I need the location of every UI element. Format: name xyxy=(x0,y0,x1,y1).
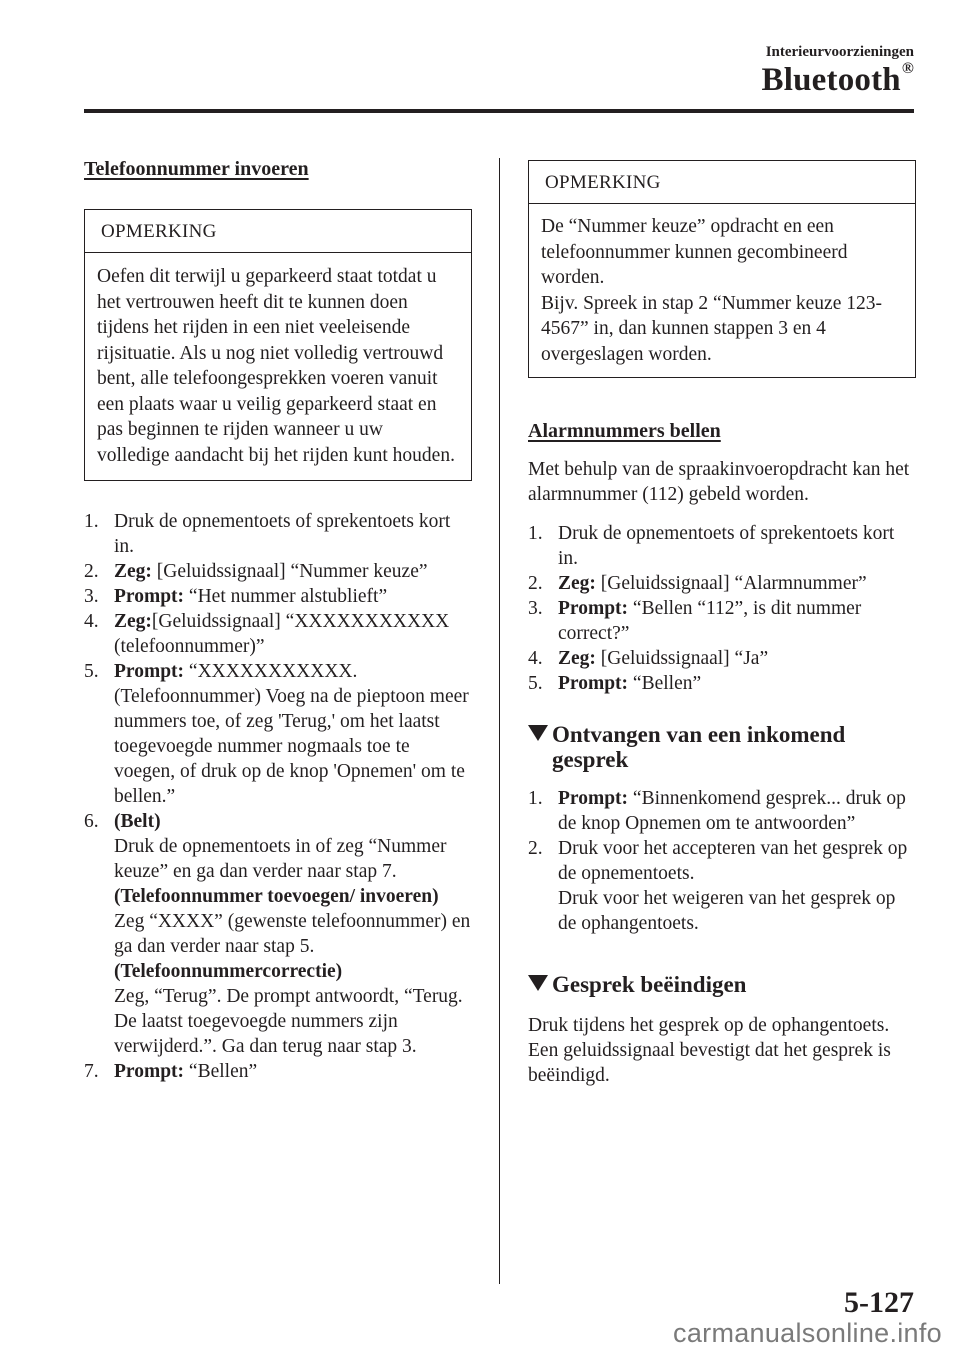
triangle-down-icon xyxy=(528,725,548,741)
list-item xyxy=(528,596,916,646)
step-keyword: Prompt: xyxy=(558,788,629,809)
page-number: 5-127 xyxy=(844,1286,914,1319)
step-number: 6. xyxy=(84,811,99,832)
step-keyword: Prompt: xyxy=(558,673,629,694)
list-item xyxy=(528,671,916,696)
note-text-line: Bijv. Spreek in stap 2 “Nummer keuze 123-4567” in, dan kunnen stappen 3 en 4 overgeslagen worden. xyxy=(541,292,882,365)
step-number: 2. xyxy=(84,561,99,582)
step-subtitle: (Telefoonnummercorrectie) xyxy=(114,961,343,982)
column-divider xyxy=(499,158,500,1284)
list-item xyxy=(528,836,916,936)
step-keyword: Zeg: xyxy=(114,561,152,582)
section-title-phone-entry: Telefoonnummer invoeren xyxy=(84,158,309,180)
step-subtitle: (Belt) xyxy=(114,811,161,832)
list-item xyxy=(528,571,916,596)
section-label: Interieurvoorzieningen xyxy=(765,44,914,60)
step-number: 1. xyxy=(84,511,99,532)
step-text: [Geluidssignaal] “Alarmnummer” xyxy=(595,573,867,594)
step-number: 3. xyxy=(84,586,99,607)
step-text: “Het nummer alstublieft” xyxy=(184,586,388,607)
step-number: 1. xyxy=(528,523,543,544)
page-title-text: Bluetooth xyxy=(761,62,901,98)
registered-mark: ® xyxy=(901,60,914,77)
heading-text: Ontvangen van een inkomend gesprek xyxy=(552,722,846,772)
step-number: 5. xyxy=(528,673,543,694)
step-text: Druk de opnementoets in of zeg “Nummer keuze” en ga dan verder naar stap 7. xyxy=(114,836,447,882)
header-rule xyxy=(84,109,914,113)
step-text: Zeg “XXXX” (gewenste telefoonnummer) en ga dan verder naar stap 5. xyxy=(114,911,471,957)
phone-entry-steps xyxy=(84,509,472,1084)
step-number: 7. xyxy=(84,1061,99,1082)
page-title xyxy=(762,62,914,99)
list-item xyxy=(84,809,472,1059)
step-keyword: Prompt: xyxy=(114,1061,185,1082)
step-text: Druk de opnementoets of sprekentoets kort in. xyxy=(558,523,895,569)
step-number: 4. xyxy=(84,611,99,632)
step-number: 2. xyxy=(528,573,543,594)
step-number: 2. xyxy=(528,838,543,859)
section-title-emergency: Alarmnummers bellen xyxy=(528,420,721,442)
note-box xyxy=(528,160,916,378)
step-keyword: Zeg: xyxy=(558,648,596,669)
list-item xyxy=(84,509,472,559)
step-text: [Geluidssignaal] “Nummer keuze” xyxy=(151,561,428,582)
step-keyword: Prompt: xyxy=(558,598,629,619)
step-text: Druk voor het weigeren van het gesprek op de ophangentoets. xyxy=(558,888,896,934)
step-text: Druk de opnementoets of sprekentoets kort in. xyxy=(114,511,451,557)
list-item xyxy=(84,659,472,809)
emergency-intro: Met behulp van de spraakinvoeropdracht kan het alarmnummer (112) gebeld worden. xyxy=(528,459,910,505)
step-text: “Bellen” xyxy=(184,1061,258,1082)
step-number: 3. xyxy=(528,598,543,619)
step-keyword: Zeg: xyxy=(114,611,152,632)
step-number: 5. xyxy=(84,661,99,682)
note-text: Oefen dit terwijl u geparkeerd staat totdat u het vertrouwen heeft dit te kunnen doen tijdens het rijden in een niet veeleisende rijsituatie. Als u nog niet volledig vertrouwd bent, alle telefoongesprekken voeren vanuit een plaats waar u veilig geparkeerd staat en pas beginnen te rijden wanneer u uw volledige aandacht bij het rijden kunt houden. xyxy=(97,266,455,466)
step-keyword: Prompt: xyxy=(114,661,185,682)
watermark: carmanualsonline.info xyxy=(673,1318,942,1348)
note-box xyxy=(84,209,472,481)
note-label: OPMERKING xyxy=(85,210,471,253)
list-item xyxy=(84,584,472,609)
list-item xyxy=(528,521,916,571)
step-keyword: Zeg: xyxy=(558,573,596,594)
heading-text: Gesprek beëindigen xyxy=(552,972,747,997)
list-item xyxy=(84,559,472,584)
note-label: OPMERKING xyxy=(529,161,915,204)
step-number: 4. xyxy=(528,648,543,669)
note-text-line: De “Nummer keuze” opdracht en een telefoonnummer kunnen gecombineerd worden. xyxy=(541,216,848,288)
step-text: “Binnenkomend gesprek... druk op de knop Opnemen om te antwoorden” xyxy=(558,788,906,834)
step-text: “XXXXXXXXXXX. (Telefoonnummer) Voeg na de pieptoon meer nummers toe, of zeg 'Terug,' om het laatst toegevoegde nummer nogmaals toe te voegen, of druk op de knop 'Opnemen' om te bellen.” xyxy=(114,661,469,807)
step-text: “Bellen” xyxy=(628,673,702,694)
triangle-down-icon xyxy=(528,975,548,991)
section-title-incoming-call xyxy=(528,722,916,772)
step-subtitle: (Telefoonnummer toevoegen/ invoeren) xyxy=(114,886,439,907)
list-item xyxy=(528,786,916,836)
step-text: Druk voor het accepteren van het gesprek op de opnementoets. xyxy=(558,838,908,884)
step-text: [Geluidssignaal] “XXXXXXXXXXX (telefoonnummer)” xyxy=(114,611,450,657)
note-text xyxy=(529,204,915,377)
incoming-call-steps xyxy=(528,786,916,936)
step-text: [Geluidssignaal] “Ja” xyxy=(595,648,769,669)
list-item xyxy=(84,609,472,659)
right-column xyxy=(528,160,916,1088)
list-item xyxy=(528,646,916,671)
left-column xyxy=(84,158,472,1084)
end-call-text: Druk tijdens het gesprek op de ophangentoets. Een geluidssignaal bevestigt dat het gesprek is beëindigd. xyxy=(528,1015,891,1086)
step-keyword: Prompt: xyxy=(114,586,185,607)
section-title-end-call xyxy=(528,972,916,997)
step-number: 1. xyxy=(528,788,543,809)
emergency-steps xyxy=(528,521,916,696)
step-text: “Bellen “112”, is dit nummer correct?” xyxy=(558,598,862,644)
step-text: Zeg, “Terug”. De prompt antwoordt, “Terug. De laatst toegevoegde nummers zijn verwijderd.”. Ga dan terug naar stap 3. xyxy=(114,986,463,1057)
list-item xyxy=(84,1059,472,1084)
